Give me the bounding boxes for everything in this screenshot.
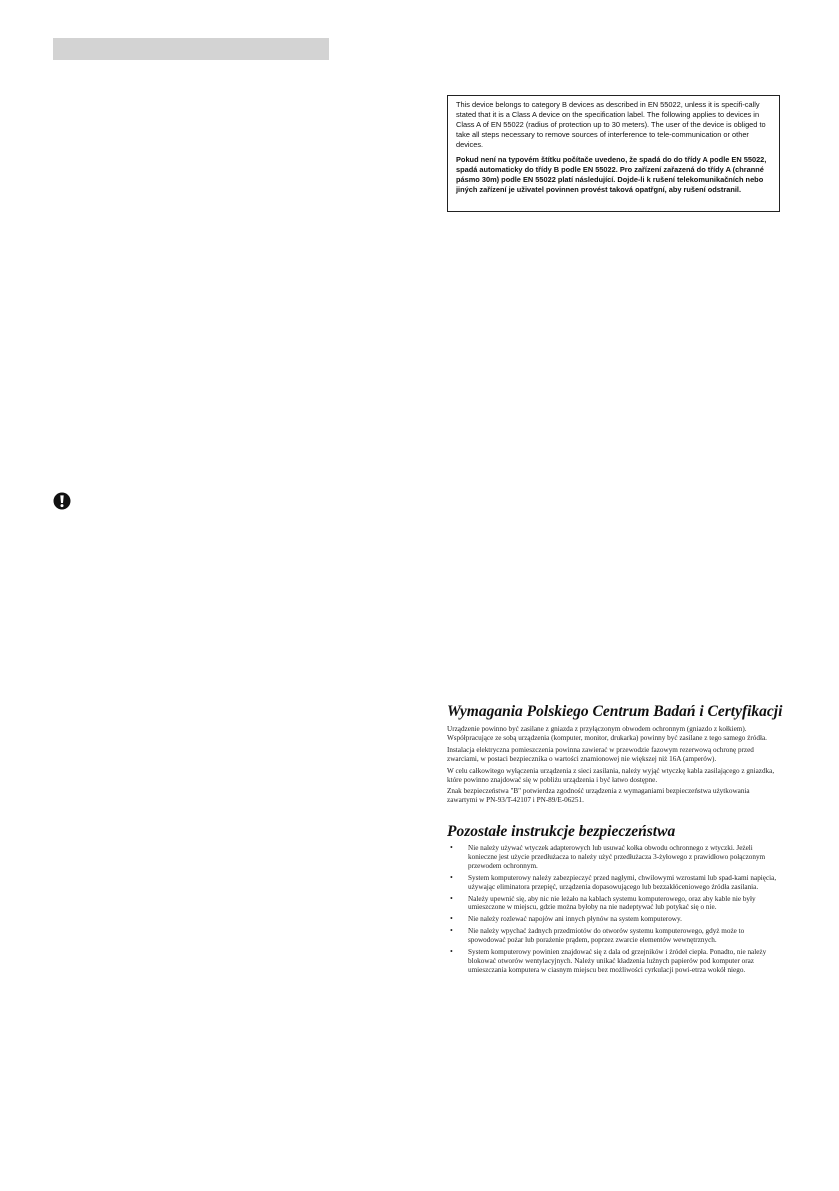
- bullet-icon: •: [450, 872, 453, 882]
- list-item-text: Należy upewnić się, aby nic nie leżało na kablach systemu komputerowego, oraz aby kable nie były umieszczone w miejscu, gdzie można byłoby na nie nadeptywać lub potykać się o nie.: [468, 894, 756, 912]
- paragraph: Znak bezpieczeństwa "B" potwierdza zgodność urządzenia z wymaganiami bezpieczeństwa użytkowania zawartymi w PN-93/T-42107 i PN-89/E-06251.: [447, 787, 750, 805]
- bullet-icon: •: [450, 926, 453, 936]
- bullet-icon: •: [450, 893, 453, 903]
- list-item: [447, 948, 777, 975]
- list-item-text: Nie należy używać wtyczek adapterowych lub usuwać kołka obwodu ochronnego z wtyczki. Jeżeli konieczne jest użycie przedłużacza to należy użyć przedłużacza 3-żyłowego z prawidłowo połączonym przewodem ochronnym.: [468, 844, 766, 870]
- list-item-text: Nie należy rozlewać napojów ani innych płynów na system komputerowy.: [468, 915, 682, 924]
- safety-instructions-list: [447, 844, 777, 978]
- paragraph: Urządzenie powinno być zasilane z gniazda z przyłączonym obwodem ochronnym (gniazdo z kołkiem). Współpracujące ze sobą urządzenia (komputer, monitor, drukarka) powinny być zasilane z tego samego źródła.: [447, 725, 767, 742]
- list-item-text: Nie należy wpychać żadnych przedmiotów do otworów systemu komputerowego, gdyż może to spowodować pożar lub porażenie prądem, poprzez zwarcie elementów wewnętrznych.: [468, 927, 745, 945]
- emc-notice-czech: Pokud není na typovém štítku počítače uvedeno, že spadá do do třídy A podle EN 55022, spadá automaticky do třídy B podle EN 55022. Pro zařízení zařazená do třídy A (chranné pásmo 30m) podle EN 55022 platí následující. Dojde-li k rušení telekomunikačních nebo jiných zařízení je uživatel povinnen provést taková opatřgní, aby rušení odstranil.: [456, 155, 767, 194]
- exclamation-circle-icon: [53, 492, 71, 510]
- list-item-text: System komputerowy należy zabezpieczyć przed nagłymi, chwilowymi wzrostami lub spad-kami napięcia, używając eliminatora przepięć, urządzenia dopasowującego lub bezzakłóceniowego źródła zasilania.: [468, 873, 777, 891]
- pcbc-requirements-text: [447, 725, 777, 808]
- pcbc-requirements-title: Wymagania Polskiego Centrum Badań i Certyfikacji: [447, 703, 783, 720]
- paragraph: Instalacja elektryczna pomieszczenia powinna zawierać w przewodzie fazowym rezerwową ochronę przed zwarciami, w postaci bezpiecznika o wartości znamionowej nie większej niż 16A (amperów).: [447, 745, 754, 763]
- other-safety-instructions-title: Pozostałe instrukcje bezpieczeństwa: [447, 823, 676, 840]
- bullet-icon: •: [450, 947, 453, 957]
- list-item: [447, 874, 777, 892]
- list-item: [447, 895, 777, 913]
- list-item: [447, 927, 777, 945]
- list-item: [447, 915, 777, 924]
- paragraph: W celu całkowitego wyłączenia urządzenia z sieci zasilania, należy wyjąć wtyczkę kabla zasilającego z gniazdka, które powinno znajdować się w pobliżu urządzenia i być łatwo dostępne.: [447, 766, 775, 784]
- list-item: [447, 844, 777, 871]
- emc-notice-box: [447, 95, 780, 212]
- bullet-icon: •: [450, 843, 453, 852]
- emc-notice-english: This device belongs to category B devices as described in EN 55022, unless it is specifi-cally stated that it is a Class A device on the specification label. The following applies to devices in Class A of EN 55022 (radius of protection up to 30 meters). The user of the device is obliged to take all steps necessary to remove sources of interference to tele-communication or other devices.: [456, 100, 766, 149]
- header-bar: [53, 38, 329, 60]
- bullet-icon: •: [450, 914, 453, 924]
- list-item-text: System komputerowy powinien znajdować się z dala od grzejników i źródeł ciepła. Ponadto, nie należy blokować otworów wentylacyjnych. Należy unikać kładzenia luźnych papierów pod komputer oraz umieszczania komputera w ciasnym miejscu bez możliwości cyrkulacji powi-etrza wokół niego.: [468, 948, 767, 974]
